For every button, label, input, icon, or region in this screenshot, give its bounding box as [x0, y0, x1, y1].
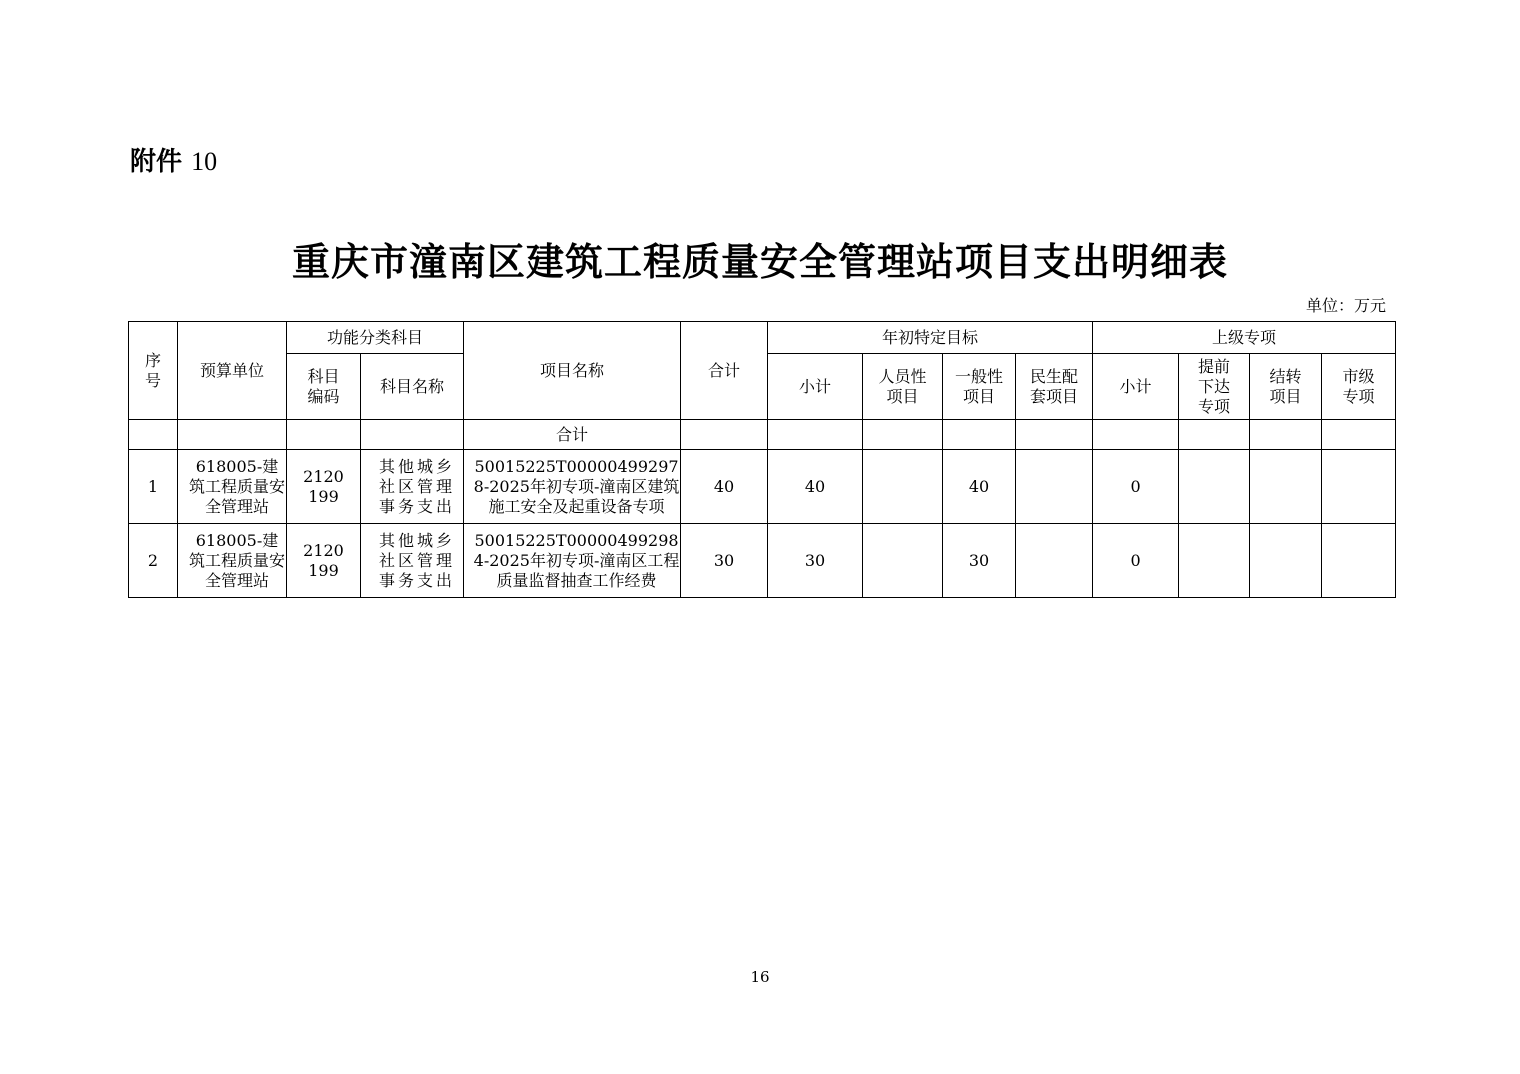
- expense-table: [128, 321, 1396, 598]
- row-subject-code: [287, 524, 361, 598]
- row-sup-carry: [1250, 524, 1322, 598]
- header-yt-personnel-text: 人员性项目: [878, 366, 927, 406]
- total-cell-subject: [361, 420, 464, 450]
- header-sup-advance: [1179, 354, 1250, 420]
- header-subject-name: 科目名称: [361, 354, 464, 420]
- total-cell-seq: [129, 420, 178, 450]
- header-sup-city-text: 市级专项: [1342, 366, 1375, 406]
- row-sup-advance: [1179, 524, 1250, 598]
- page-title: 重庆市潼南区建筑工程质量安全管理站项目支出明细表: [291, 240, 1228, 284]
- row-sup-subtotal: 0: [1093, 450, 1179, 524]
- header-yt-personnel: [863, 354, 943, 420]
- row-sup-carry: [1250, 450, 1322, 524]
- row-subject-code-text: 2120199: [303, 540, 344, 580]
- row-project-name: 50015225T000004992984-2025年初专项-潼南区工程质量监督抽查工作经费: [464, 524, 681, 598]
- total-row-label: 合计: [464, 420, 681, 450]
- total-cell-yt-subtotal: [768, 420, 863, 450]
- row-yt-personnel: [863, 450, 943, 524]
- header-seq: [129, 322, 178, 420]
- row-yt-general: 30: [943, 524, 1016, 598]
- header-sup-city: [1322, 354, 1396, 420]
- row-yt-general: 40: [943, 450, 1016, 524]
- header-project-name: 项目名称: [464, 322, 681, 420]
- attachment-label: [130, 146, 217, 178]
- row-yt-livelihood: [1016, 524, 1093, 598]
- header-budget-unit: 预算单位: [178, 322, 287, 420]
- header-sup-carry: [1250, 354, 1322, 420]
- header-row-1: [129, 322, 1396, 354]
- header-sup-carry-text: 结转项目: [1269, 366, 1302, 406]
- total-cell-yt-personnel: [863, 420, 943, 450]
- total-cell-yt-livelihood: [1016, 420, 1093, 450]
- header-yt-livelihood-text: 民生配套项目: [1030, 366, 1079, 406]
- header-yt-general-text: 一般性项目: [955, 366, 1004, 406]
- row-yt-subtotal: 40: [768, 450, 863, 524]
- row-subject-name: 其他城乡社区管理事务支出: [361, 450, 464, 524]
- row-budget-unit: 618005-建筑工程质量安全管理站: [178, 450, 287, 524]
- total-cell-code: [287, 420, 361, 450]
- header-total: 合计: [681, 322, 768, 420]
- row-subject-code-text: 2120199: [303, 466, 344, 506]
- row-total: 40: [681, 450, 768, 524]
- header-subject-code-text: 科目编码: [307, 366, 340, 406]
- header-yt-general: [943, 354, 1016, 420]
- total-cell-sup-advance: [1179, 420, 1250, 450]
- header-yt-livelihood: [1016, 354, 1093, 420]
- total-row: [129, 420, 1396, 450]
- header-subject-code: [287, 354, 361, 420]
- total-cell-sup-subtotal: [1093, 420, 1179, 450]
- row-total: 30: [681, 524, 768, 598]
- total-cell-sup-carry: [1250, 420, 1322, 450]
- header-superior: 上级专项: [1093, 322, 1396, 354]
- header-yt-subtotal: 小计: [768, 354, 863, 420]
- attachment-prefix: 附件: [130, 147, 183, 177]
- row-sup-city: [1322, 524, 1396, 598]
- table-row: [129, 524, 1396, 598]
- row-yt-subtotal: 30: [768, 524, 863, 598]
- row-yt-personnel: [863, 524, 943, 598]
- row-budget-unit: 618005-建筑工程质量安全管理站: [178, 524, 287, 598]
- total-cell-yt-general: [943, 420, 1016, 450]
- row-seq: 2: [129, 524, 178, 598]
- header-sup-subtotal: 小计: [1093, 354, 1179, 420]
- header-year-target: 年初特定目标: [768, 322, 1093, 354]
- row-sup-subtotal: 0: [1093, 524, 1179, 598]
- row-subject-code: [287, 450, 361, 524]
- header-func-class: 功能分类科目: [287, 322, 464, 354]
- row-subject-name: 其他城乡社区管理事务支出: [361, 524, 464, 598]
- row-yt-livelihood: [1016, 450, 1093, 524]
- table-row: [129, 450, 1396, 524]
- total-cell-unit: [178, 420, 287, 450]
- row-sup-advance: [1179, 450, 1250, 524]
- total-cell-total: [681, 420, 768, 450]
- row-seq: 1: [129, 450, 178, 524]
- page-number: 16: [750, 968, 770, 986]
- attachment-number: 10: [191, 147, 218, 176]
- header-seq-text: 序号: [144, 350, 161, 390]
- total-cell-sup-city: [1322, 420, 1396, 450]
- header-sup-advance-text: 提前下达专项: [1198, 356, 1231, 416]
- row-project-name: 50015225T000004992978-2025年初专项-潼南区建筑施工安全及起重设备专项: [464, 450, 681, 524]
- row-sup-city: [1322, 450, 1396, 524]
- unit-note: 单位：万元: [1305, 296, 1386, 315]
